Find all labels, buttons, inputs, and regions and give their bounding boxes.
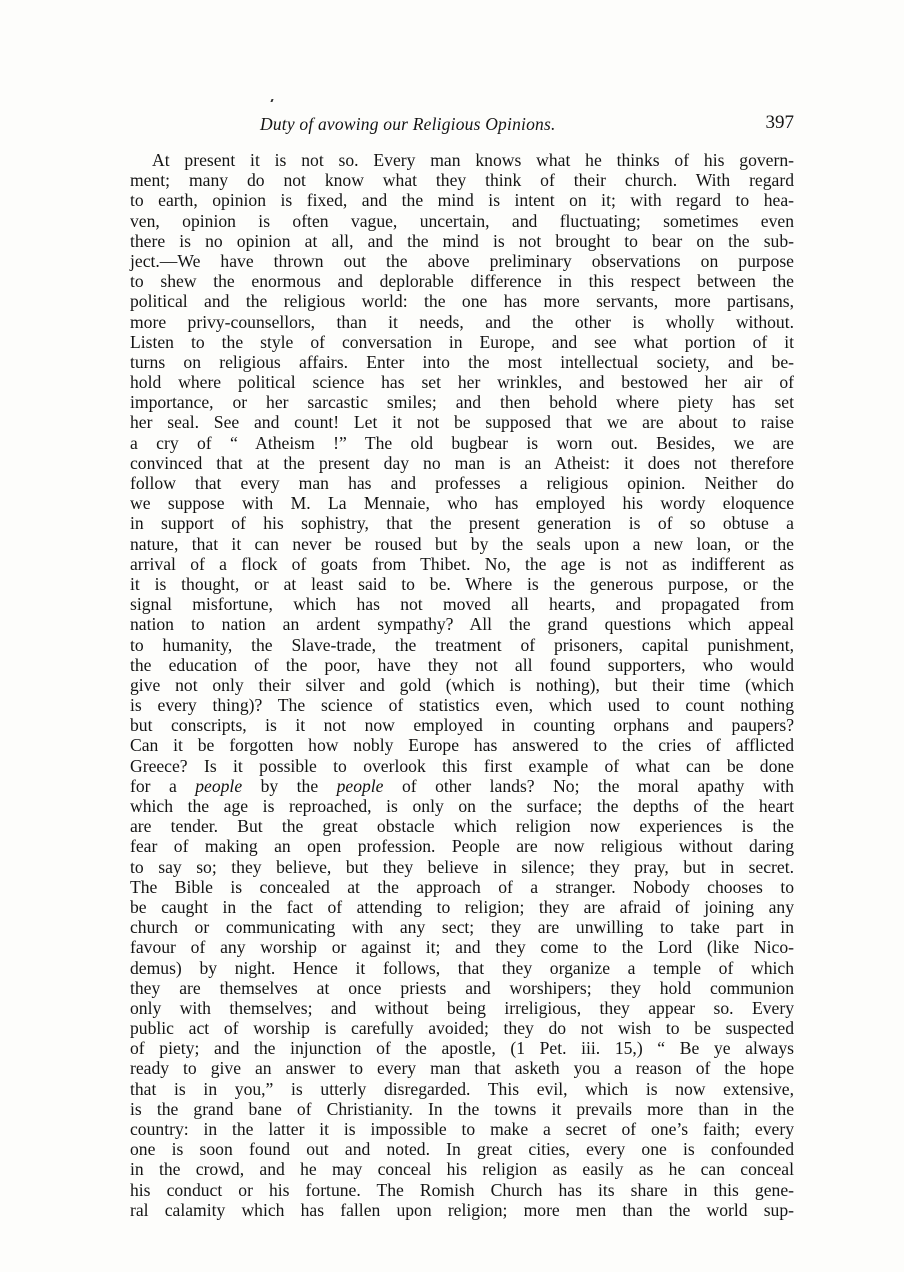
italic-word: people — [195, 775, 243, 796]
text-line: to humanity, the Slave-trade, the treatment of prisoners, capital punishment, — [130, 634, 794, 655]
text-line: the education of the poor, have they not all found supporters, who would — [130, 654, 794, 675]
text-line: in the crowd, and he may conceal his religion as easily as he can conceal — [130, 1159, 794, 1180]
text-line: is the grand bane of Christianity. In the towns it prevails more than in the — [130, 1098, 794, 1119]
text-line: demus) by night. Hence it follows, that they organize a temple of which — [130, 957, 794, 978]
text-line: give not only their silver and gold (which is nothing), but their time (which — [130, 674, 794, 695]
text-line: her seal. See and count! Let it not be supposed that we are about to raise — [130, 412, 794, 433]
text-line: nation to nation an ardent sympathy? All the grand questions which appeal — [130, 614, 794, 635]
text-line: are tender. But the great obstacle which religion now experiences is the — [130, 816, 794, 837]
text-line: a cry of “ Atheism !” The old bugbear is worn out. Besides, we are — [130, 432, 794, 453]
text-line: turns on religious affairs. Enter into the most intellectual society, and be- — [130, 351, 794, 372]
text-line: one is soon found out and noted. In great cities, every one is confounded — [130, 1139, 794, 1160]
page-number: 397 — [765, 112, 794, 133]
text-line: is every thing)? The science of statistics even, which used to count nothing — [130, 695, 794, 716]
text-line: fear of making an open profession. People are now religious without daring — [130, 836, 794, 857]
page-header — [130, 114, 794, 142]
text-line: more privy-counsellors, than it needs, and the other is wholly without. — [130, 311, 794, 332]
text-line: but conscripts, is it not now employed in counting orphans and paupers? — [130, 715, 794, 736]
text-line: convinced that at the present day no man is an Atheist: it does not therefore — [130, 452, 794, 473]
text-line: public act of worship is carefully avoided; they do not wish to be suspected — [130, 1018, 794, 1039]
text-line: for a people by the people of other lands? No; the moral apathy with — [130, 775, 794, 796]
text-line: they are themselves at once priests and worshipers; they hold communion — [130, 977, 794, 998]
text-line: be caught in the fact of attending to religion; they are afraid of joining any — [130, 896, 794, 917]
running-title: Duty of avowing our Religious Opinions. — [260, 114, 556, 134]
text-line: only with themselves; and without being irreligious, they appear so. Every — [130, 997, 794, 1018]
text-line: Listen to the style of conversation in Europe, and see what portion of it — [130, 331, 794, 352]
text-line: to say so; they believe, but they believe in silence; they pray, but in secret. — [130, 856, 794, 877]
text-line: The Bible is concealed at the approach of a stranger. Nobody chooses to — [130, 876, 794, 897]
text-line: that is in you,” is utterly disregarded. This evil, which is now extensive, — [130, 1078, 794, 1099]
text-line: there is no opinion at all, and the mind is not brought to bear on the sub- — [130, 230, 794, 251]
text-line: At present it is not so. Every man knows what he thinks of his govern- — [152, 150, 794, 170]
text-line: church or communicating with any sect; they are unwilling to take part in — [130, 917, 794, 938]
text-line: Can it be forgotten how nobly Europe has answered to the cries of afflicted — [130, 735, 794, 756]
text-line: importance, or her sarcastic smiles; and then behold where piety has set — [130, 392, 794, 413]
stray-mark — [270, 99, 273, 102]
text-line: ready to give an answer to every man that asketh you a reason of the hope — [130, 1058, 794, 1079]
text-line: country: in the latter it is impossible to make a secret of one’s faith; every — [130, 1119, 794, 1139]
text-line: to shew the enormous and deplorable difference in this respect between the — [130, 271, 794, 292]
text-line: arrival of a flock of goats from Thibet. No, the age is not as indifferent as — [130, 553, 794, 574]
text-line: signal misfortune, which has not moved all hearts, and propagated from — [130, 594, 794, 615]
text-line: nature, that it can never be roused but by the seals upon a new loan, or the — [130, 533, 794, 554]
text-line: we suppose with M. La Mennaie, who has employed his wordy eloquence — [130, 493, 794, 514]
text-line: it is thought, or at least said to be. Where is the generous purpose, or the — [130, 573, 794, 594]
text-line: to earth, opinion is fixed, and the mind is intent on it; with regard to hea- — [130, 190, 794, 211]
italic-word: people — [336, 775, 384, 796]
text-line: political and the religious world: the one has more servants, more partisans, — [130, 291, 794, 312]
text-line: in support of his sophistry, that the present generation is of so obtuse a — [130, 513, 794, 534]
text-line: hold where political science has set her wrinkles, and bestowed her air of — [130, 372, 794, 393]
text-line: follow that every man has and professes a religious opinion. Neither do — [130, 473, 794, 493]
text-line: ment; many do not know what they think of their church. With regard — [130, 170, 794, 191]
text-line: of piety; and the injunction of the apostle, (1 Pet. iii. 15,) “ Be ye always — [130, 1038, 794, 1059]
body-paragraph — [130, 150, 794, 1220]
text-line: which the age is reproached, is only on the surface; the depths of the heart — [130, 796, 794, 816]
text-line: favour of any worship or against it; and they come to the Lord (like Nico- — [130, 937, 794, 958]
text-line: his conduct or his fortune. The Romish Church has its share in this gene- — [130, 1179, 794, 1200]
text-line: ven, opinion is often vague, uncertain, and fluctuating; sometimes even — [130, 210, 794, 231]
text-line: ral calamity which has fallen upon religion; more men than the world sup- — [130, 1199, 794, 1220]
text-line: Greece? Is it possible to overlook this first example of what can be done — [130, 755, 794, 776]
text-line: ject.—We have thrown out the above preliminary observations on purpose — [130, 250, 794, 271]
